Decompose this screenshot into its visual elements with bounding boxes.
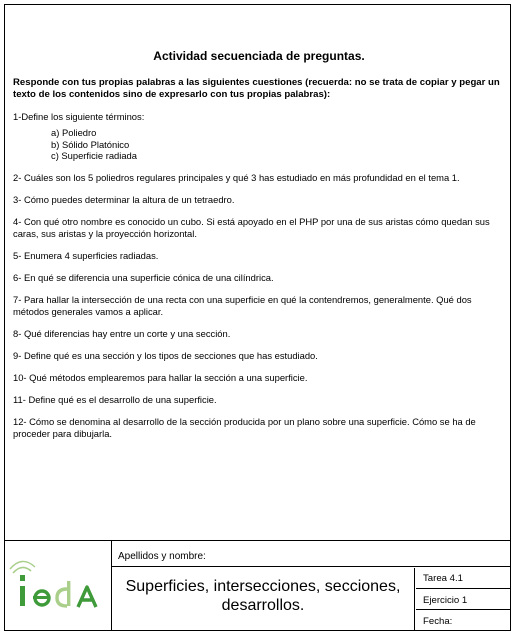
document-title: Actividad secuenciada de preguntas. [153,49,365,63]
question-8: 8- Qué diferencias hay entre un corte y una sección. [13,327,231,339]
worksheet [4,4,511,631]
question-5: 5- Enumera 4 superficies radiadas. [13,249,159,261]
name-field: Apellidos y nombre: [112,541,510,567]
question-1: 1-Define los siguiente términos: [13,111,145,122]
term-item: b) Sólido Platónico [51,138,130,150]
worksheet-content [13,49,505,450]
question-4: 4- Con qué otro nombre es conocido un cubo. Si está apoyado en el PHP por una de sus aristas cómo quedan sus caras, sus aristas y la proyección horizontal. [13,215,490,239]
question-10: 10- Qué métodos emplearemos para hallar la sección a una superficie. [13,371,308,383]
task-label: Tarea 4.1 [416,568,510,589]
date-field: Fecha: [423,616,453,627]
question-9: 9- Define qué es una sección y los tipos de secciones que has estudiado. [13,349,318,361]
exercise-label: Ejercicio 1 [416,589,510,610]
logo-cell [5,541,112,631]
ieda-logo [5,541,111,631]
terms-list [51,127,505,162]
term-item: c) Superficie radiada [51,150,137,161]
question-2: 2- Cuáles son los 5 poliedros regulares principales y qué 3 has estudiado en más profundidad en el tema 1. [13,171,460,183]
question-6: 6- En qué se diferencia una superficie cónica de una cilíndrica. [13,271,274,283]
instructions: Responde con tus propias palabras a las siguientes cuestiones (recuerda: no se trata de copiar y pegar un texto de los contenidos sino de expresarlo con tus propias palabras): [13,77,500,100]
question-11: 11- Define qué es el desarrollo de una superficie. [13,393,217,405]
question-7: 7- Para hallar la intersección de una recta con una superficie en qué la contendremos, generalmente. Qué dos métodos generales vamos a aplicar. [13,293,472,317]
subject-title: Superficies, intersecciones, secciones, desarrollos. [112,568,415,631]
question-12: 12- Cómo se denomina al desarrollo de la sección producida por un plano sobre una superficie. Cómo se ha de proceder para dibujarla. [13,415,476,439]
question-3: 3- Cómo puedes determinar la altura de un tetraedro. [13,193,235,205]
footer-table [5,540,510,631]
term-item: a) Poliedro [51,127,97,138]
